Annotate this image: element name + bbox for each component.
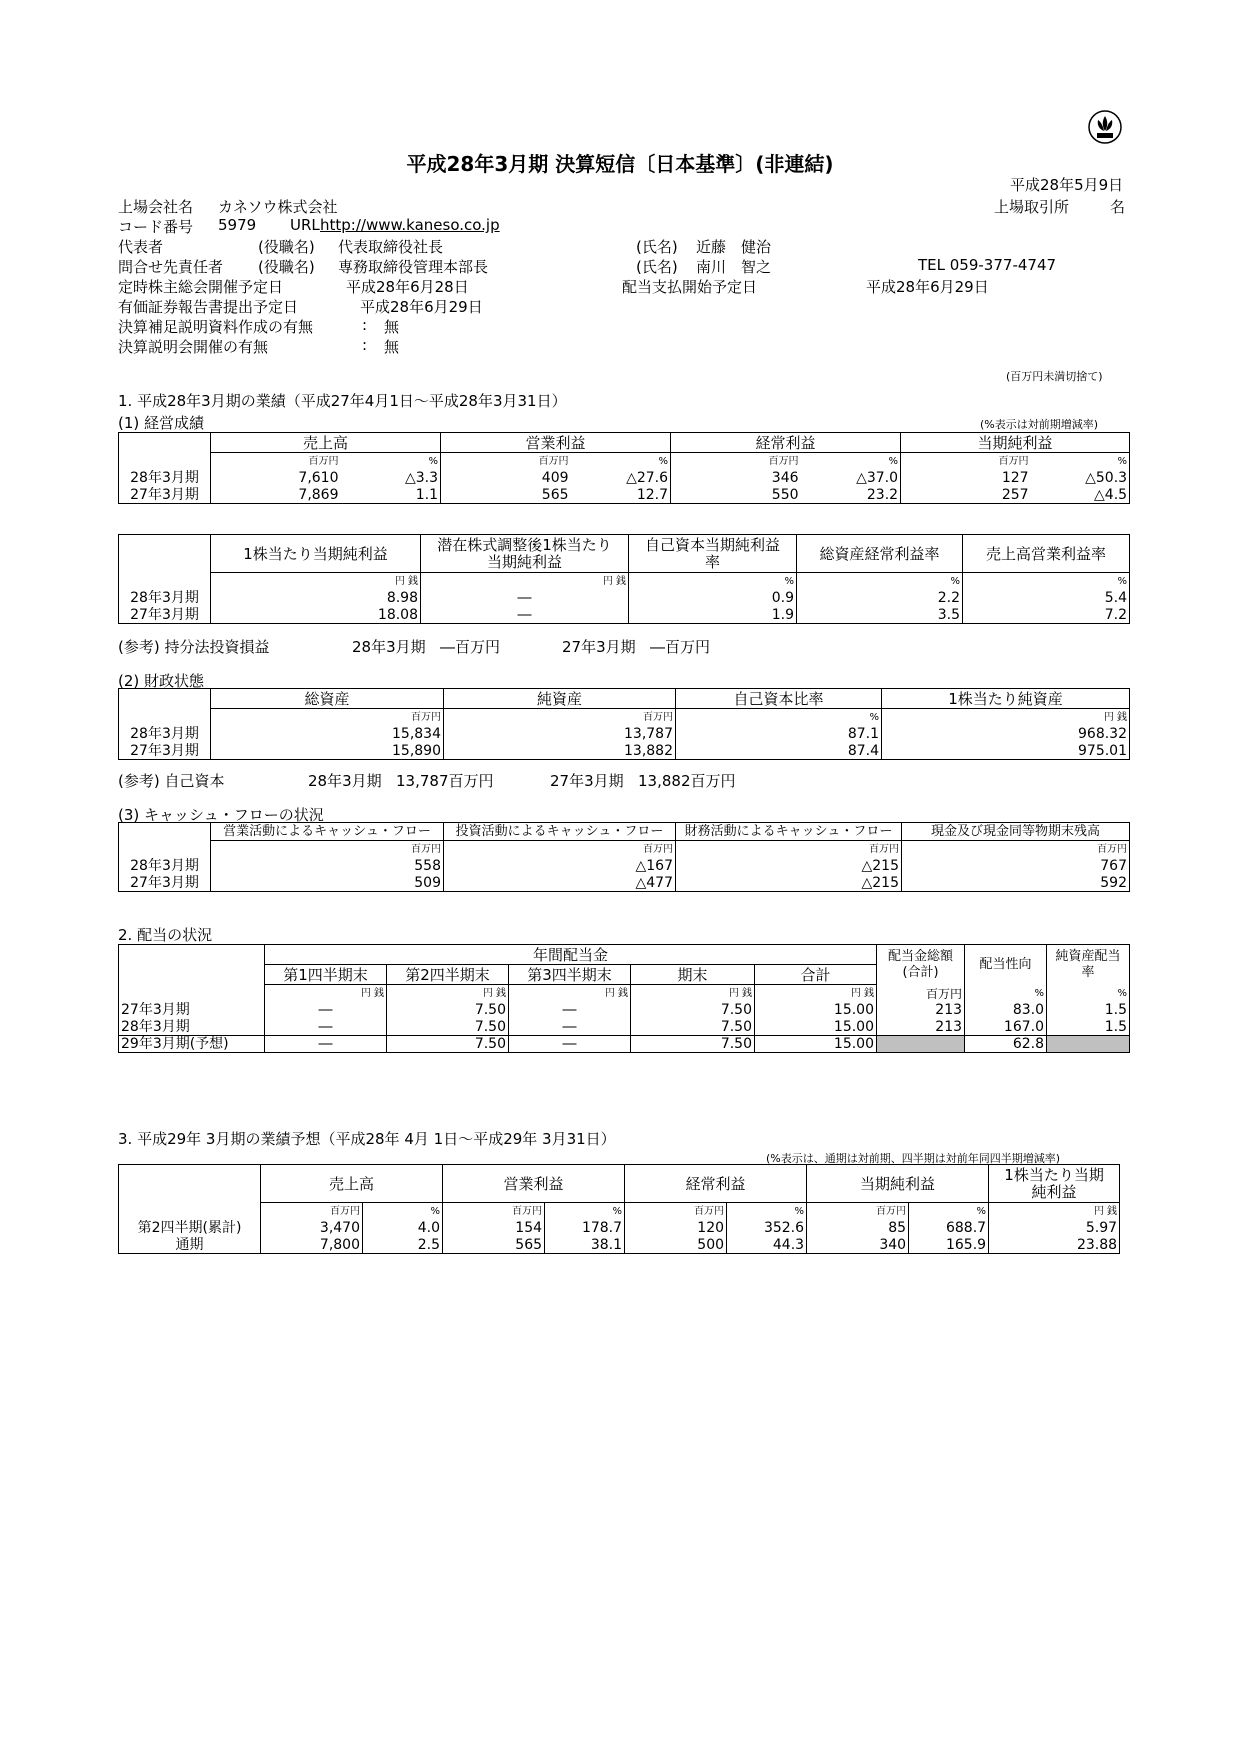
greyed-cell xyxy=(1047,1036,1130,1053)
url-label: URL xyxy=(290,216,320,234)
col-operating-income: 営業利益 xyxy=(443,1165,625,1203)
unit-cell: 百万円 xyxy=(671,453,801,470)
code-value: 5979 xyxy=(218,216,257,234)
col-equity-ratio: 自己資本比率 xyxy=(676,689,882,709)
data-cell: △4.5 xyxy=(1031,487,1130,504)
unit-cell: 百万円 xyxy=(443,1203,545,1220)
unit-cell: 百万円 xyxy=(441,453,571,470)
row-label: 27年3月期 xyxy=(119,875,211,892)
col-operating-margin: 売上高営業利益率 xyxy=(963,535,1130,573)
company-name: カネソウ株式会社 xyxy=(218,198,338,216)
data-cell: 87.4 xyxy=(676,743,882,760)
unit-cell: % xyxy=(963,573,1130,590)
ref1-a-label: 28年3月期 xyxy=(352,638,426,656)
code-label: コード番号 xyxy=(118,218,194,236)
table-row xyxy=(119,487,1130,504)
data-cell: 500 xyxy=(625,1237,727,1254)
unit-cell: % xyxy=(363,1203,443,1220)
supp-value: 無 xyxy=(384,318,400,336)
data-cell: 44.3 xyxy=(727,1237,807,1254)
ref2-label: (参考) 自己資本 xyxy=(118,772,225,790)
data-cell: ― xyxy=(265,1019,387,1036)
table-row xyxy=(119,590,1130,607)
data-cell: 15.00 xyxy=(755,1002,877,1019)
data-cell: △215 xyxy=(676,858,902,875)
data-cell: △477 xyxy=(444,875,676,892)
unit-cell: 百万円 xyxy=(877,985,965,1002)
data-cell: 18.08 xyxy=(211,607,421,624)
brief-colon: : xyxy=(362,336,368,354)
data-cell: 167.0 xyxy=(965,1019,1047,1036)
report-date-value: 平成28年6月29日 xyxy=(360,298,483,316)
data-cell: 0.9 xyxy=(629,590,797,607)
table-row xyxy=(119,1220,1120,1237)
data-cell: 4.0 xyxy=(363,1220,443,1237)
row-label: 27年3月期 xyxy=(119,1002,265,1019)
data-cell: 975.01 xyxy=(882,743,1130,760)
data-cell: 38.1 xyxy=(545,1237,625,1254)
data-cell: △3.3 xyxy=(341,470,441,487)
data-cell: 565 xyxy=(441,487,571,504)
data-cell: 85 xyxy=(807,1220,909,1237)
data-cell: 1.1 xyxy=(341,487,441,504)
data-cell: 7.50 xyxy=(387,1019,509,1036)
data-cell: 592 xyxy=(902,875,1130,892)
greyed-cell xyxy=(877,1036,965,1053)
data-cell: 1.9 xyxy=(629,607,797,624)
data-cell: 13,787 xyxy=(444,726,676,743)
section1-sub2: (2) 財政状態 xyxy=(118,672,205,690)
annual-dividend-header: 年間配当金 xyxy=(265,945,877,965)
data-cell: 2.5 xyxy=(363,1237,443,1254)
unit-note: (百万円未満切捨て) xyxy=(1006,370,1103,383)
col-doe-line1: 純資産配当 xyxy=(1055,948,1121,964)
data-cell: 87.1 xyxy=(676,726,882,743)
fasf-logo-icon xyxy=(1088,110,1122,144)
data-cell: 3.5 xyxy=(797,607,963,624)
col-sales: 売上高 xyxy=(261,1165,443,1203)
data-cell: 213 xyxy=(877,1019,965,1036)
page-title: 平成28年3月期 決算短信〔日本基準〕(非連結) xyxy=(406,152,834,176)
contact-name-label: (氏名) xyxy=(636,258,678,276)
data-cell: 213 xyxy=(877,1002,965,1019)
company-label: 上場会社名 xyxy=(118,198,194,216)
unit-cell: 百万円 xyxy=(902,841,1130,858)
dividend-start-label: 配当支払開始予定日 xyxy=(622,278,758,296)
table-row xyxy=(119,607,1130,624)
data-cell: △27.6 xyxy=(571,470,671,487)
data-cell: 8.98 xyxy=(211,590,421,607)
row-label: 29年3月期(予想) xyxy=(119,1036,265,1053)
rep-title-label: (役職名) xyxy=(258,238,315,256)
per-share-table xyxy=(118,534,1130,624)
report-date: 平成28年5月9日 xyxy=(1010,176,1124,194)
rep-title: 代表取締役社長 xyxy=(338,238,444,256)
col-net-income: 当期純利益 xyxy=(901,433,1130,453)
section1-title: 1. 平成28年3月期の業績（平成27年4月1日～平成28年3月31日） xyxy=(118,392,567,410)
data-cell: 15,834 xyxy=(211,726,444,743)
data-cell: 340 xyxy=(807,1237,909,1254)
unit-cell: % xyxy=(965,985,1047,1002)
unit-cell: % xyxy=(727,1203,807,1220)
data-cell: △50.3 xyxy=(1031,470,1130,487)
section1-sub3: (3) キャッシュ・フローの状況 xyxy=(118,806,324,824)
col-doe xyxy=(1047,945,1130,985)
unit-cell: 百万円 xyxy=(901,453,1031,470)
row-label: 27年3月期 xyxy=(119,607,211,624)
data-cell: 409 xyxy=(441,470,571,487)
unit-cell: 円 銭 xyxy=(509,985,631,1002)
contact-name: 南川 智之 xyxy=(696,258,772,276)
data-cell: 15,890 xyxy=(211,743,444,760)
table-row xyxy=(119,875,1130,892)
ref2-b-label: 27年3月期 xyxy=(550,772,624,790)
col-q1: 第1四半期末 xyxy=(265,965,387,985)
col-net-income: 当期純利益 xyxy=(807,1165,989,1203)
col-total-dividend-line2: (合計) xyxy=(902,964,939,980)
financial-position-table xyxy=(118,688,1130,760)
section1-sub1-note: (%表示は対前期増減率) xyxy=(980,418,1099,431)
row-label: 28年3月期 xyxy=(119,858,211,875)
data-cell: 346 xyxy=(671,470,801,487)
data-cell: 62.8 xyxy=(965,1036,1047,1053)
unit-cell: % xyxy=(545,1203,625,1220)
data-cell: 688.7 xyxy=(909,1220,989,1237)
data-cell: 120 xyxy=(625,1220,727,1237)
row-label: 27年3月期 xyxy=(119,487,211,504)
row-label: 28年3月期 xyxy=(119,470,211,487)
table-row xyxy=(119,858,1130,875)
unit-cell: % xyxy=(1031,453,1130,470)
data-cell: △215 xyxy=(676,875,902,892)
col-total-assets: 総資産 xyxy=(211,689,444,709)
data-cell: 165.9 xyxy=(909,1237,989,1254)
data-cell: ― xyxy=(509,1002,631,1019)
data-cell: 178.7 xyxy=(545,1220,625,1237)
data-cell: 127 xyxy=(901,470,1031,487)
unit-cell: % xyxy=(1047,985,1130,1002)
dividend-table xyxy=(118,944,1130,1053)
contact-title: 専務取締役管理本部長 xyxy=(338,258,489,276)
col-q2: 第2四半期末 xyxy=(387,965,509,985)
ref1-a-value: ―百万円 xyxy=(440,638,501,656)
data-cell: 13,882 xyxy=(444,743,676,760)
col-total-dividend-line1: 配当金総額 xyxy=(888,948,954,964)
unit-cell: 百万円 xyxy=(261,1203,363,1220)
report-label: 有価証券報告書提出予定日 xyxy=(118,298,299,316)
brief-value: 無 xyxy=(384,338,400,356)
data-cell: 767 xyxy=(902,858,1130,875)
section1-sub1: (1) 経営成績 xyxy=(118,414,205,432)
ref2-a-label: 28年3月期 xyxy=(308,772,382,790)
unit-cell: % xyxy=(629,573,797,590)
col-q3: 第3四半期末 xyxy=(509,965,631,985)
forecast-table xyxy=(118,1164,1120,1254)
row-label: 28年3月期 xyxy=(119,1019,265,1036)
unit-cell: 百万円 xyxy=(444,709,676,726)
data-cell: △167 xyxy=(444,858,676,875)
data-cell: ― xyxy=(265,1002,387,1019)
col-eps-line1: 1株当たり当期 xyxy=(1004,1165,1104,1184)
table-row xyxy=(119,1002,1130,1019)
row-label: 28年3月期 xyxy=(119,590,211,607)
unit-cell: 円 銭 xyxy=(421,573,629,590)
rep-name-label: (氏名) xyxy=(636,238,678,256)
ref1-label: (参考) 持分法投資損益 xyxy=(118,638,270,656)
unit-cell: 円 銭 xyxy=(755,985,877,1002)
tel-number: TEL 059-377-4747 xyxy=(918,256,1057,274)
data-cell: 15.00 xyxy=(755,1019,877,1036)
col-bps: 1株当たり純資産 xyxy=(882,689,1130,709)
col-year-end: 期末 xyxy=(631,965,755,985)
unit-cell: 百万円 xyxy=(211,453,341,470)
col-roa: 総資産経常利益率 xyxy=(797,535,963,573)
data-cell: 968.32 xyxy=(882,726,1130,743)
section3-title: 3. 平成29年 3月期の業績予想（平成28年 4月 1日～平成29年 3月31日） xyxy=(118,1130,616,1148)
col-roe-line2: 率 xyxy=(704,552,720,571)
data-cell: 7.50 xyxy=(631,1002,755,1019)
data-cell: 7,800 xyxy=(261,1237,363,1254)
brief-label: 決算説明会開催の有無 xyxy=(118,338,269,356)
data-cell: ― xyxy=(509,1019,631,1036)
row-label: 28年3月期 xyxy=(119,726,211,743)
row-label: 通期 xyxy=(119,1237,261,1254)
data-cell: 558 xyxy=(211,858,444,875)
data-cell: ― xyxy=(265,1036,387,1053)
col-ordinary-income: 経常利益 xyxy=(671,433,901,453)
dividend-start-date: 平成28年6月29日 xyxy=(866,278,989,296)
col-investing-cf: 投資活動によるキャッシュ・フロー xyxy=(444,823,676,841)
col-operating-income: 営業利益 xyxy=(441,433,671,453)
unit-cell: 円 銭 xyxy=(211,573,421,590)
unit-cell: 百万円 xyxy=(211,709,444,726)
col-net-assets: 純資産 xyxy=(444,689,676,709)
unit-cell: 円 銭 xyxy=(265,985,387,1002)
data-cell: 23.88 xyxy=(989,1237,1120,1254)
data-cell: 7.50 xyxy=(631,1036,755,1053)
unit-cell: % xyxy=(797,573,963,590)
table-row xyxy=(119,1019,1130,1036)
section3-note: (%表示は、通期は対前期、四半期は対前年同四半期増減率) xyxy=(766,1152,1061,1165)
data-cell: 83.0 xyxy=(965,1002,1047,1019)
agm-date: 平成28年6月28日 xyxy=(346,278,469,296)
col-diluted-eps-line1: 潜在株式調整後1株当たり xyxy=(437,535,612,554)
data-cell: 352.6 xyxy=(727,1220,807,1237)
data-cell: 2.2 xyxy=(797,590,963,607)
section2-title: 2. 配当の状況 xyxy=(118,926,213,944)
row-label: 27年3月期 xyxy=(119,743,211,760)
ref1-b-value: ―百万円 xyxy=(650,638,711,656)
data-cell: 5.4 xyxy=(963,590,1130,607)
agm-label: 定時株主総会開催予定日 xyxy=(118,278,284,296)
cash-flow-table xyxy=(118,822,1130,892)
data-cell: 7.50 xyxy=(631,1019,755,1036)
table-row xyxy=(119,470,1130,487)
col-diluted-eps xyxy=(421,535,629,573)
unit-cell: 百万円 xyxy=(211,841,444,858)
table-row xyxy=(119,743,1130,760)
data-cell: 5.97 xyxy=(989,1220,1120,1237)
unit-cell: % xyxy=(341,453,441,470)
unit-cell: 百万円 xyxy=(625,1203,727,1220)
unit-cell: % xyxy=(909,1203,989,1220)
data-cell: 257 xyxy=(901,487,1031,504)
unit-cell: 百万円 xyxy=(444,841,676,858)
unit-cell: 百万円 xyxy=(807,1203,909,1220)
data-cell: 1.5 xyxy=(1047,1019,1130,1036)
ref1-b-label: 27年3月期 xyxy=(562,638,636,656)
ref2-b-value: 13,882百万円 xyxy=(638,772,736,790)
unit-cell: % xyxy=(571,453,671,470)
data-cell: 3,470 xyxy=(261,1220,363,1237)
col-eps xyxy=(989,1165,1120,1203)
col-eps-line2: 純利益 xyxy=(1031,1182,1077,1201)
contact-title-label: (役職名) xyxy=(258,258,315,276)
unit-cell: 百万円 xyxy=(676,841,902,858)
exchange-label: 上場取引所 xyxy=(994,198,1070,216)
data-cell: 1.5 xyxy=(1047,1002,1130,1019)
data-cell: 7.50 xyxy=(387,1002,509,1019)
data-cell: 154 xyxy=(443,1220,545,1237)
supp-label: 決算補足説明資料作成の有無 xyxy=(118,318,314,336)
col-payout-ratio: 配当性向 xyxy=(965,945,1047,985)
table-row xyxy=(119,726,1130,743)
col-roe-line1: 自己資本当期純利益 xyxy=(644,535,780,554)
rep-label: 代表者 xyxy=(118,238,164,256)
row-label: 第2四半期(累計) xyxy=(119,1220,261,1237)
col-roe xyxy=(629,535,797,573)
data-cell: 550 xyxy=(671,487,801,504)
table-row xyxy=(119,1237,1120,1254)
ref2-a-value: 13,787百万円 xyxy=(396,772,494,790)
data-cell: 23.2 xyxy=(801,487,901,504)
col-financing-cf: 財務活動によるキャッシュ・フロー xyxy=(676,823,902,841)
supp-colon: : xyxy=(362,316,368,334)
unit-cell: 円 銭 xyxy=(882,709,1130,726)
col-diluted-eps-line2: 当期純利益 xyxy=(486,552,562,571)
data-cell: 7.2 xyxy=(963,607,1130,624)
data-cell: 15.00 xyxy=(755,1036,877,1053)
url-link[interactable]: http://www.kaneso.co.jp xyxy=(320,216,500,234)
exchange-value: 名 xyxy=(1110,198,1126,216)
data-cell: ― xyxy=(421,607,629,624)
col-eps: 1株当たり当期純利益 xyxy=(211,535,421,573)
unit-cell: 円 銭 xyxy=(989,1203,1120,1220)
data-cell: 509 xyxy=(211,875,444,892)
unit-cell: % xyxy=(676,709,882,726)
table-row xyxy=(119,1036,1130,1053)
data-cell: 7,610 xyxy=(211,470,341,487)
contact-label: 問合せ先責任者 xyxy=(118,258,224,276)
col-total-dividend xyxy=(877,945,965,985)
data-cell: 12.7 xyxy=(571,487,671,504)
col-operating-cf: 営業活動によるキャッシュ・フロー xyxy=(211,823,444,841)
data-cell: ― xyxy=(421,590,629,607)
col-ordinary-income: 経常利益 xyxy=(625,1165,807,1203)
unit-cell: 円 銭 xyxy=(387,985,509,1002)
operating-results-table xyxy=(118,432,1130,504)
col-cash-balance: 現金及び現金同等物期末残高 xyxy=(902,823,1130,841)
unit-cell: % xyxy=(801,453,901,470)
col-doe-line2: 率 xyxy=(1081,964,1095,980)
data-cell: 565 xyxy=(443,1237,545,1254)
data-cell: 7,869 xyxy=(211,487,341,504)
data-cell: △37.0 xyxy=(801,470,901,487)
data-cell: 7.50 xyxy=(387,1036,509,1053)
rep-name: 近藤 健治 xyxy=(696,238,772,256)
data-cell: ― xyxy=(509,1036,631,1053)
col-sales: 売上高 xyxy=(211,433,441,453)
col-total: 合計 xyxy=(755,965,877,985)
unit-cell: 円 銭 xyxy=(631,985,755,1002)
